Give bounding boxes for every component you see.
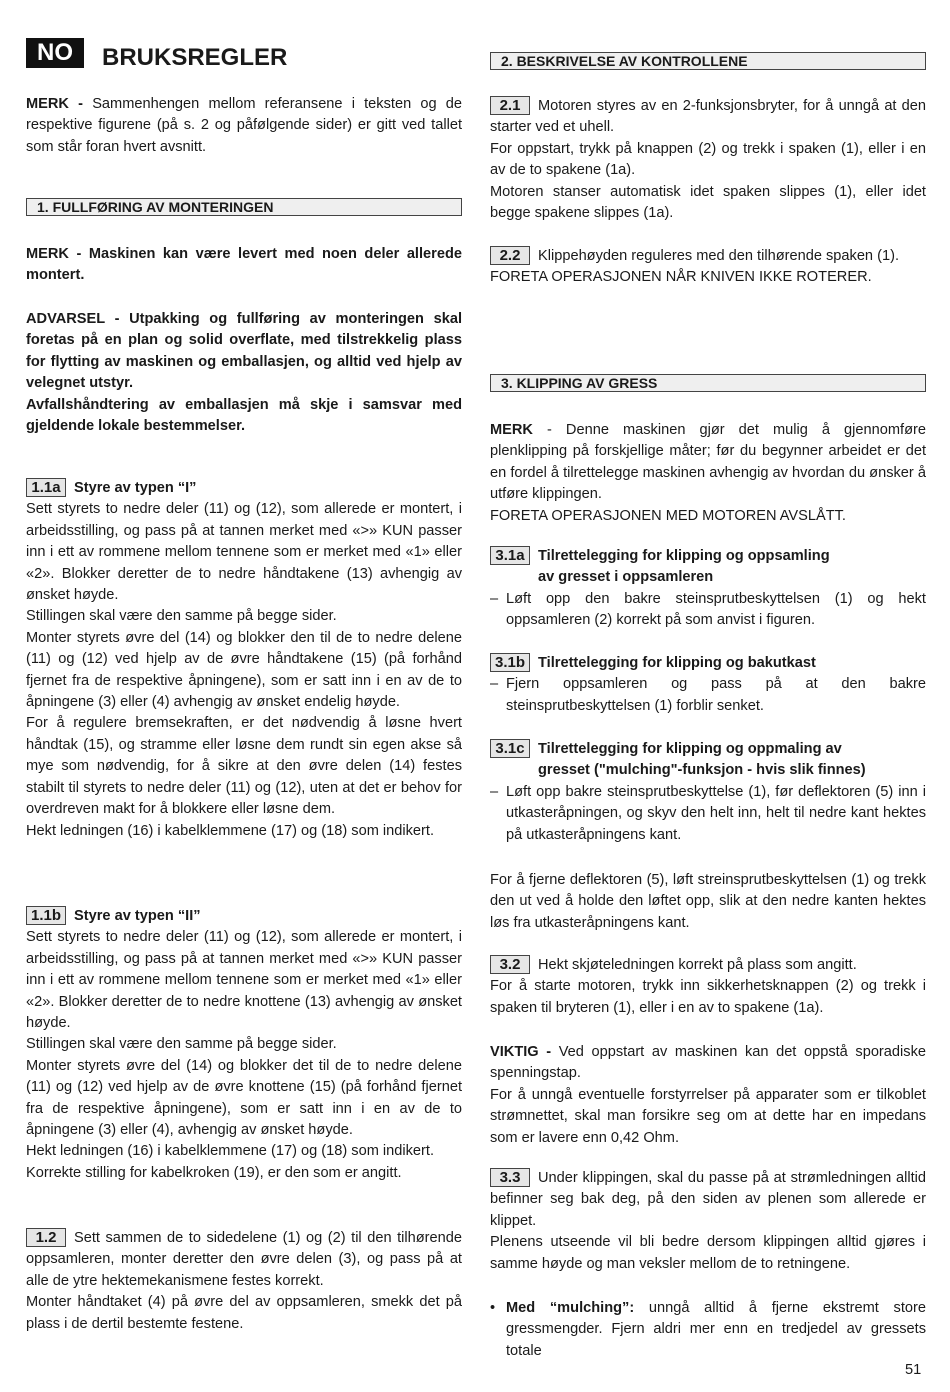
paragraph: Hekt ledningen (16) i kabelklemmene (17) og (18) som indikert. bbox=[26, 1143, 435, 1160]
paragraph: Monter håndtaket (4) på øvre del av oppsamleren, smekk det på plass i de dertil bestemte festene. bbox=[26, 1294, 462, 1332]
section-tag: 3.1a bbox=[490, 546, 530, 565]
section-heading-3: 3. KLIPPING AV GRESS bbox=[490, 374, 926, 392]
section-heading-2: 2. BESKRIVELSE AV KONTROLLENE bbox=[490, 52, 926, 70]
paragraph: Hekt ledningen (16) i kabelklemmene (17) og (18) som indikert. bbox=[26, 822, 435, 839]
section-tag: 2.1 bbox=[490, 96, 530, 115]
mulching-bullet: • Med “mulching”: unngå alltid å fjerne ekstremt store gressmengder. Fjern aldri mer enn en tredjedel av gressets totale bbox=[490, 1300, 926, 1359]
subsection-3-1a bbox=[490, 546, 926, 632]
subsection-3-1c bbox=[490, 739, 926, 846]
list-item: – Løft opp bakre steinsprutbeskyttelse (1), før deflektoren (5) inn i utkasteråpningen, og skyv den helt inn, helt til nedre kant hektes på utkasteråpningens kant. bbox=[490, 782, 926, 846]
subsection-2-2 bbox=[490, 246, 926, 289]
section-tag: 2.2 bbox=[490, 246, 530, 265]
subsection-2-1 bbox=[490, 96, 926, 224]
subsection-title: Tilrettelegging for klipping og bakutkast bbox=[538, 655, 816, 671]
paragraph: Hekt skjøteledningen korrekt på plass som angitt. bbox=[538, 957, 857, 973]
paragraph: Stillingen skal være den samme på begge sider. bbox=[26, 1036, 337, 1053]
paragraph: For oppstart, trykk på knappen (2) og trekk i spaken (1), eller i en av de to spakene (1a). bbox=[490, 140, 926, 179]
note-preassembled: MERK - Maskinen kan være levert med noen deler allerede montert. bbox=[26, 246, 462, 284]
paragraph: For å unngå eventuelle forstyrrelser på apparater som er tilkoblet strømnettet, skal man forsikre seg om at dette har en impedans som er lavere enn 0,42 Ohm. bbox=[490, 1086, 926, 1146]
bullet-icon: • bbox=[490, 1300, 496, 1316]
paragraph: Under klippingen, skal du passe på at strømledningen alltid befinner seg bak deg, på den siden av plenen som allerede er klippet. bbox=[490, 1170, 926, 1229]
paragraph: Motoren styres av en 2-funksjonsbryter, for å unngå at den starter ved et uhell. bbox=[490, 98, 926, 136]
section-tag: 1.1b bbox=[26, 906, 66, 925]
list-item: – Løft opp den bakre steinsprutbeskyttelsen (1) og hekt oppsamleren (2) korrekt på som anvist i figuren. bbox=[490, 589, 926, 632]
page-number: 51 bbox=[905, 1362, 922, 1378]
subsection-3-3 bbox=[490, 1168, 926, 1275]
section-tag: 3.1b bbox=[490, 653, 530, 672]
section-tag: 1.1a bbox=[26, 478, 66, 497]
paragraph: Sett sammen de to sidedelene (1) og (2) til den tilhørende oppsamleren, monter deretter den øvre delen (3), og pass på at alle de ytre hektemekanismene festes korrekt. bbox=[26, 1230, 462, 1289]
subsection-1-2 bbox=[26, 1228, 462, 1335]
subsection-title: Tilrettelegging for klipping og oppmaling av bbox=[538, 741, 842, 757]
warning-unpacking: ADVARSEL - Utpakking og fullføring av monteringen skal foretas på en plan og solid overflate, med tilstrekkelig plass for flytting av maskinen og emballasjen, og alltid ved hjelp av velegnet utstyr. bbox=[26, 311, 462, 392]
section-tag: 1.2 bbox=[26, 1228, 66, 1247]
section-tag: 3.3 bbox=[490, 1168, 530, 1187]
subsection-1-1a bbox=[26, 478, 462, 842]
paragraph: Klippehøyden reguleres med den tilhørende spaken (1). bbox=[538, 248, 899, 264]
paragraph: FORETA OPERASJONEN NÅR KNIVEN IKKE ROTERER. bbox=[490, 269, 872, 286]
paragraph: Plenens utseende vil bli bedre dersom klippingen alltid gjøres i samme høyde og man veksler mellom de to retningene. bbox=[490, 1234, 926, 1272]
subsection-title: Tilrettelegging for klipping og oppsamling bbox=[538, 548, 830, 564]
paragraph: For å regulere bremsekraften, er det nødvendig å løsne hvert håndtak (15), og stramme eller løsne dem rundt sin egen akse så mye som nødvendig, for å sikre at den øvre delen (14) festes stabilt til styrets to nedre deler (11) og (12), uten at det er behov for overdreven makt for å blokkere eller løsne dem. bbox=[26, 715, 462, 818]
deflector-removal: For å fjerne deflektoren (5), løft streinsprutbeskyttelsen (1) og trekk den ut ved å holde den løftet opp, slik at den nedre kanten hektes løs fra utkasteråpningens kant. bbox=[490, 872, 926, 931]
paragraph: Sett styrets to nedre deler (11) og (12), som allerede er montert, i arbeidsstilling, og pass på at tannen merket med «>» KUN passer inn i ett av rommene mellom tennene som er merket med «1» eller «2». Blokker deretter de to nedre håndtakene (13) avhengig av ønsket høyde. bbox=[26, 501, 462, 604]
paragraph: FORETA OPERASJONEN MED MOTOREN AVSLÅTT. bbox=[490, 507, 846, 524]
disposal-note: Avfallshåndtering av emballasjen må skje i samsvar med gjeldende lokale bestemmelser. bbox=[26, 397, 462, 435]
paragraph: For å starte motoren, trykk inn sikkerhetsknappen (2) og trekk i spaken til bryteren (1), eller i en av to spakene (1a). bbox=[490, 978, 926, 1016]
paragraph: Monter styrets øvre del (14) og blokker det til de to nedre delene (11) og (12) ved hjelp av de øvre knottene (15) (på forhånd fjernet fra de respektive åpningene), som er satt inn i en av de to åpningene (3) eller (4), avhengig av ønsket høyde. bbox=[26, 1057, 462, 1139]
important-note: VIKTIG - Ved oppstart av maskinen kan det oppstå sporadiske spenningstap. For å unngå eventuelle forstyrrelser på apparater som er tilkoblet strømnettet, skal man forsikre seg om at dette har en impedans som er lavere enn 0,42 Ohm. bbox=[490, 1042, 926, 1149]
section-heading-1: 1. FULLFØRING AV MONTERINGEN bbox=[26, 198, 462, 216]
intro-note: MERK - Sammenhengen mellom referansene i teksten og de respektive figurene (på s. 2 og påfølgende sider) er gitt ved tallet som står foran hvert avsnitt. bbox=[26, 96, 462, 155]
paragraph: Motoren stanser automatisk idet spaken slippes (1), eller idet begge spakene slippes (1a). bbox=[490, 183, 926, 222]
subsection-title: av gresset i oppsamleren bbox=[538, 569, 714, 586]
subsection-title: Styre av typen “I” bbox=[74, 480, 197, 496]
subsection-3-1b bbox=[490, 653, 926, 717]
subsection-1-1b bbox=[26, 906, 462, 1184]
paragraph: Stillingen skal være den samme på begge sider. bbox=[26, 608, 337, 625]
subsection-title: gresset ("mulching"-funksjon - hvis slik finnes) bbox=[538, 762, 866, 779]
paragraph: Sett styrets to nedre deler (11) og (12), som allerede er montert, i arbeidsstilling, og pass på at tannen merket med «>» KUN passer inn i ett av rommene mellom tennene som er merket med «1» eller «2». Blokker deretter de to nedre knottene (13) avhengig av ønsket høyde. bbox=[26, 929, 462, 1032]
page-title: BRUKSREGLER bbox=[102, 44, 288, 71]
note-section-3: MERK - Denne maskinen gjør det mulig å gjennomføre plenklipping på forskjellige måter; før du begynner arbeidet er det en fordel å tilrettelegge maskinen avhengig av hvordan du ønsker å utføre klippingen. FORETA OPERASJONEN MED MOTOREN AVSLÅTT. bbox=[490, 420, 926, 527]
section-tag: 3.2 bbox=[490, 955, 530, 974]
subsection-title: Styre av typen “II” bbox=[74, 908, 201, 924]
section-tag: 3.1c bbox=[490, 739, 530, 758]
subsection-3-2 bbox=[490, 955, 926, 1019]
paragraph: Korrekte stilling for kabelkroken (19), er den som er angitt. bbox=[26, 1164, 402, 1181]
list-item: – Fjern oppsamleren og pass på at den bakre steinsprutbeskyttelsen (1) forblir senket. bbox=[490, 674, 926, 717]
paragraph: Monter styrets øvre del (14) og blokker den til de to nedre delene (11) og (12) ved hjelp av de øvre håndtakene (15) (på forhånd fjernet fra de respektive åpningene), som er satt inn i en av de to åpningene (3) eller (4) avhengig av ønsket endelig høyde. bbox=[26, 629, 462, 711]
language-badge: NO bbox=[26, 38, 84, 68]
